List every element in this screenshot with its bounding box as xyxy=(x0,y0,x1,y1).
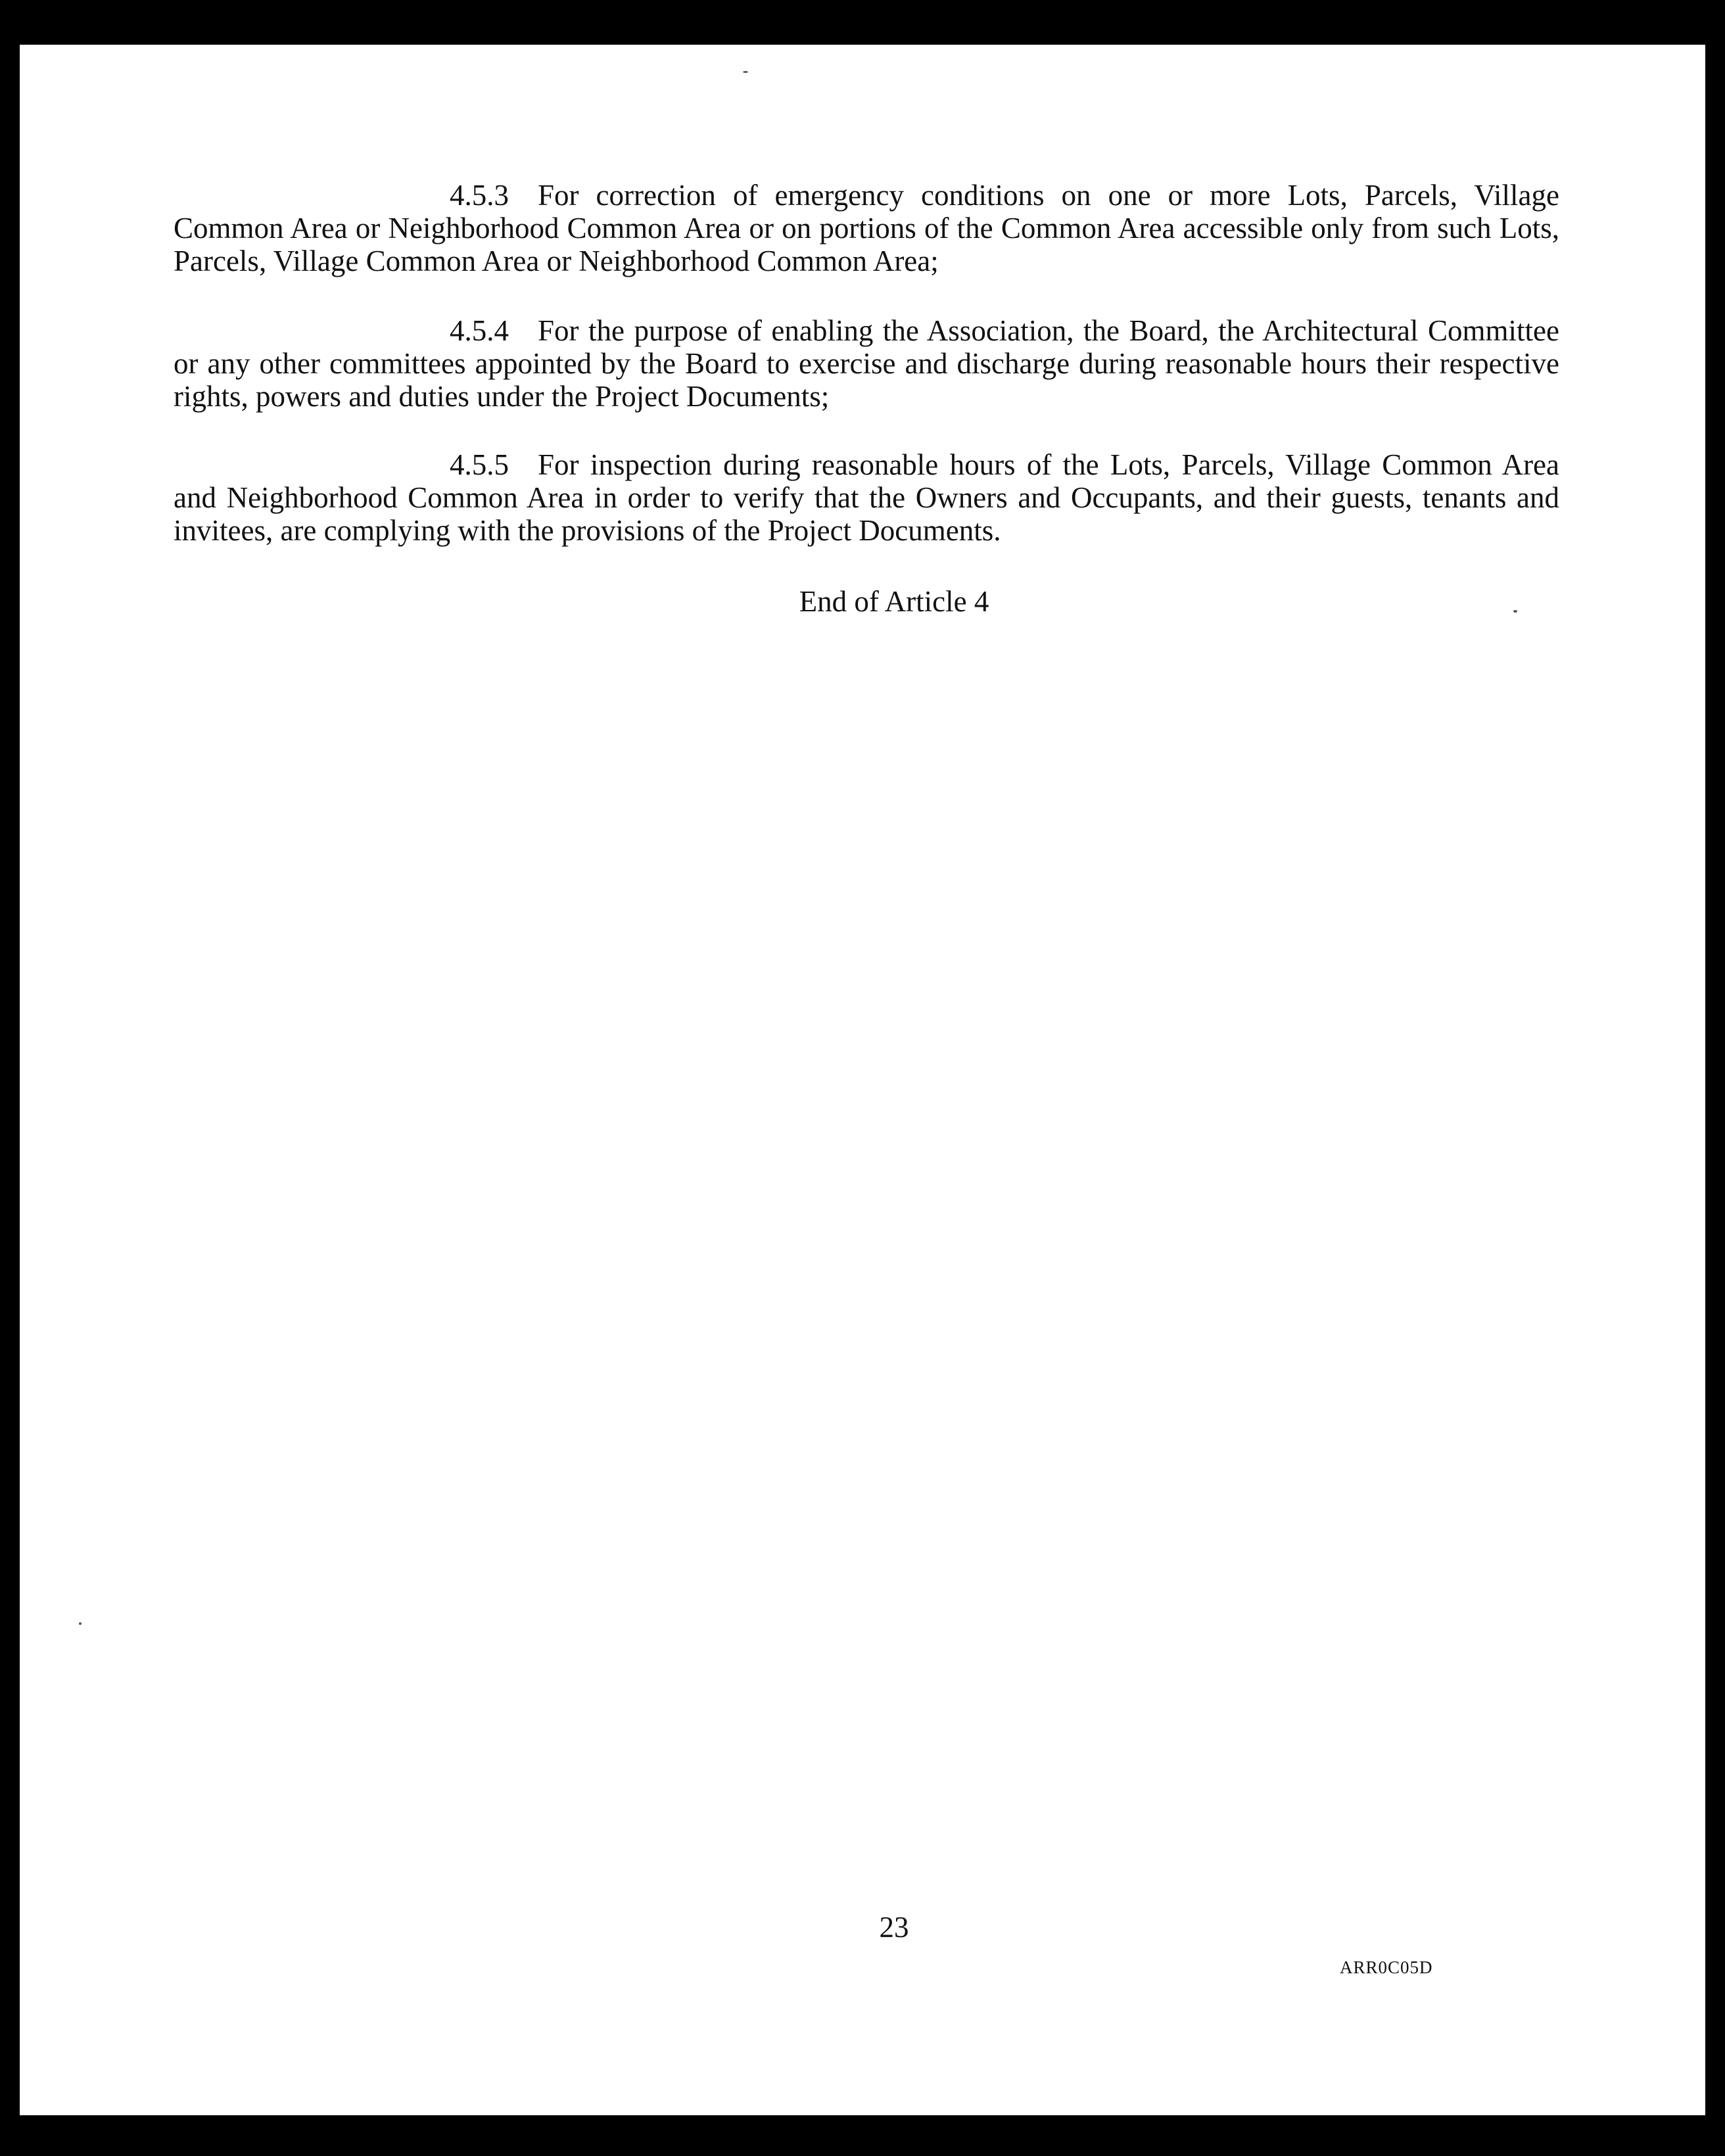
section-text: For correction of emergency conditions on one or more Lots, Parcels, Village Common Area or Neighborhood Common Area or on portions of the Common Area accessible only from such Lots, Parcels, Village Common Area or Neighborhood Common Area; xyxy=(174,179,1559,277)
scan-speck xyxy=(1513,610,1517,613)
page-number: 23 xyxy=(879,1911,909,1944)
section-number: 4.5.5 xyxy=(450,448,509,481)
section-4-5-4 xyxy=(174,314,1559,413)
section-number: 4.5.3 xyxy=(450,179,509,212)
section-text: For inspection during reasonable hours of the Lots, Parcels, Village Common Area and Neighborhood Common Area in order to verify that the Owners and Occupants, and their guests, tenants and invitees, are complying with the provisions of the Project Documents. xyxy=(174,448,1559,547)
section-4-5-3 xyxy=(174,179,1559,277)
scan-speck xyxy=(743,71,748,73)
document-code: ARR0C05D xyxy=(1340,1957,1433,1977)
section-number: 4.5.4 xyxy=(450,314,509,347)
scan-speck xyxy=(79,1622,82,1625)
end-of-article-note: End of Article 4 xyxy=(799,585,989,618)
section-text: For the purpose of enabling the Association, the Board, the Architectural Committee or any other committees appointed by the Board to exercise and discharge during reasonable hours their respective rights, powers and duties under the Project Documents; xyxy=(174,314,1559,413)
document-page xyxy=(20,45,1705,2115)
section-4-5-5 xyxy=(174,448,1559,547)
